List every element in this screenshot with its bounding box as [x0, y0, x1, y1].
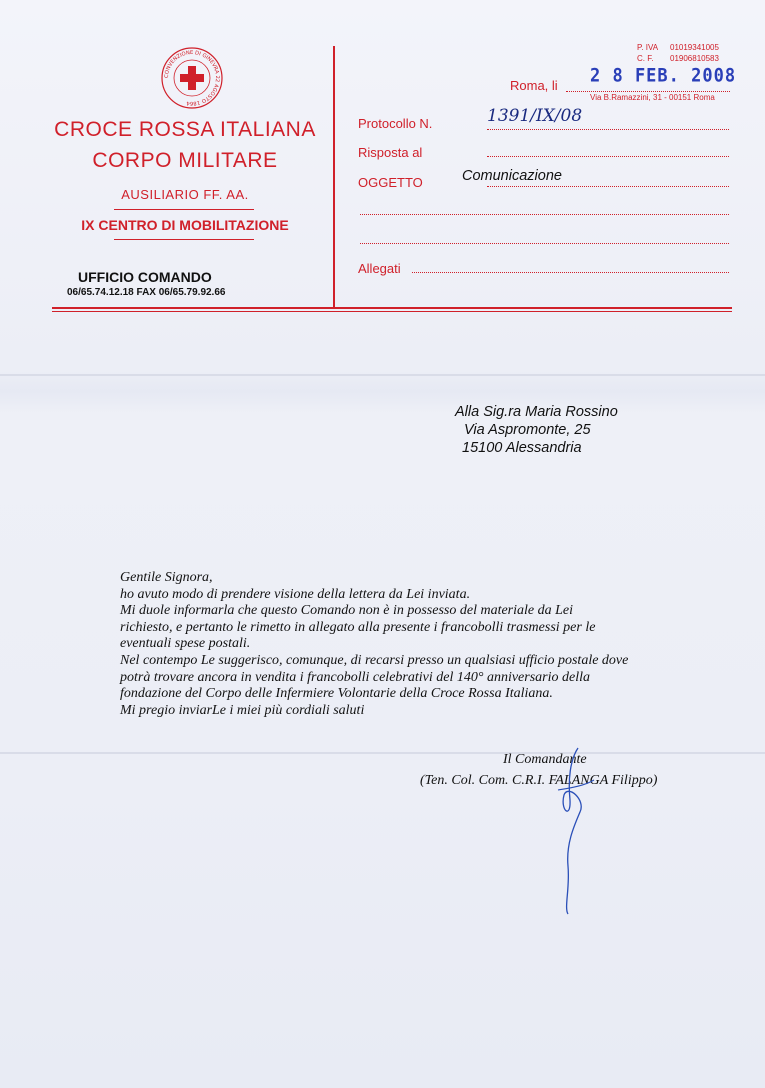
blank-line — [360, 242, 729, 244]
body-line: eventuali spese postali. — [120, 636, 251, 652]
org-unit: IX CENTRO DI MOBILITAZIONE — [81, 217, 289, 233]
signature-title: Il Comandante — [503, 752, 587, 767]
letter-body — [120, 570, 720, 719]
place-label: Roma, li — [510, 78, 558, 93]
body-line: Mi pregio inviarLe i miei più cordiali saluti — [120, 702, 365, 718]
logo-ring-text: CONVENZIONE DI GINEVRA 22 AGOSTO 1864 — [163, 49, 221, 107]
body-line: Nel contempo Le suggerisco, comunque, di recarsi presso un qualsiasi ufficio postale dove — [120, 652, 629, 668]
date-stamp: 2 8 FEB. 2008 — [590, 65, 737, 87]
recipient-name: Alla Sig.ra Maria Rossino — [455, 404, 618, 420]
body-line: potrà trovare ancora in vendita i francobolli celebrativi del 140° anniversario della — [120, 669, 590, 685]
subject-line — [487, 185, 729, 187]
body-line: Mi duole informarla che questo Comando non è in possesso del materiale da Lei — [120, 603, 574, 619]
piva-value: 01019341005 — [670, 43, 719, 52]
body-line: fondazione del Corpo delle Infermiere Volontarie della Croce Rossa Italiana. — [120, 686, 553, 702]
subject-value: Comunicazione — [462, 168, 562, 184]
protocol-label: Protocollo N. — [358, 116, 433, 131]
attachments-label: Allegati — [358, 261, 401, 276]
handwritten-signature — [540, 740, 600, 925]
phone-fax: 06/65.74.12.18 FAX 06/65.79.92.66 — [67, 287, 226, 298]
paper-fold — [0, 752, 765, 754]
header-bottom-rule — [52, 307, 732, 309]
reply-label: Risposta al — [358, 145, 423, 160]
protocol-value: 1391/IX/08 — [487, 106, 583, 126]
recipient-block — [455, 403, 618, 457]
body-line: ho avuto modo di prendere visione della lettera da Lei inviata. — [120, 586, 471, 602]
header-bottom-rule-thin — [52, 311, 732, 312]
red-cross-logo — [160, 46, 224, 110]
blank-line — [360, 213, 729, 215]
attachments-line — [412, 271, 729, 273]
protocol-line — [487, 128, 729, 130]
address: Via B.Ramazzini, 31 - 00151 Roma — [590, 93, 715, 102]
header-vertical-rule — [333, 46, 335, 308]
body-line: richiesto, e pertanto le rimetto in allegato alla presente i francobolli trasmessi per le — [120, 619, 596, 635]
reply-line — [487, 155, 729, 157]
piva-label: P. IVA — [637, 43, 659, 52]
body-line: Gentile Signora, — [120, 570, 213, 585]
signature-name: (Ten. Col. Com. C.R.I. FALANGA Filippo) — [420, 773, 658, 788]
office-name: UFFICIO COMANDO — [78, 269, 212, 285]
cf-value: 01906810583 — [670, 54, 719, 63]
org-name-line3: AUSILIARIO FF. AA. — [121, 187, 249, 202]
recipient-city: 15100 Alessandria — [462, 440, 582, 456]
org-name-line1: CROCE ROSSA ITALIANA — [54, 118, 316, 141]
paper-fold — [0, 374, 765, 376]
subject-label: OGGETTO — [358, 175, 423, 190]
org-name-line2: CORPO MILITARE — [92, 149, 278, 172]
date-line — [566, 90, 730, 92]
cf-label: C. F. — [637, 54, 654, 63]
divider — [114, 209, 254, 210]
divider — [114, 239, 254, 240]
recipient-street: Via Aspromonte, 25 — [464, 422, 591, 438]
